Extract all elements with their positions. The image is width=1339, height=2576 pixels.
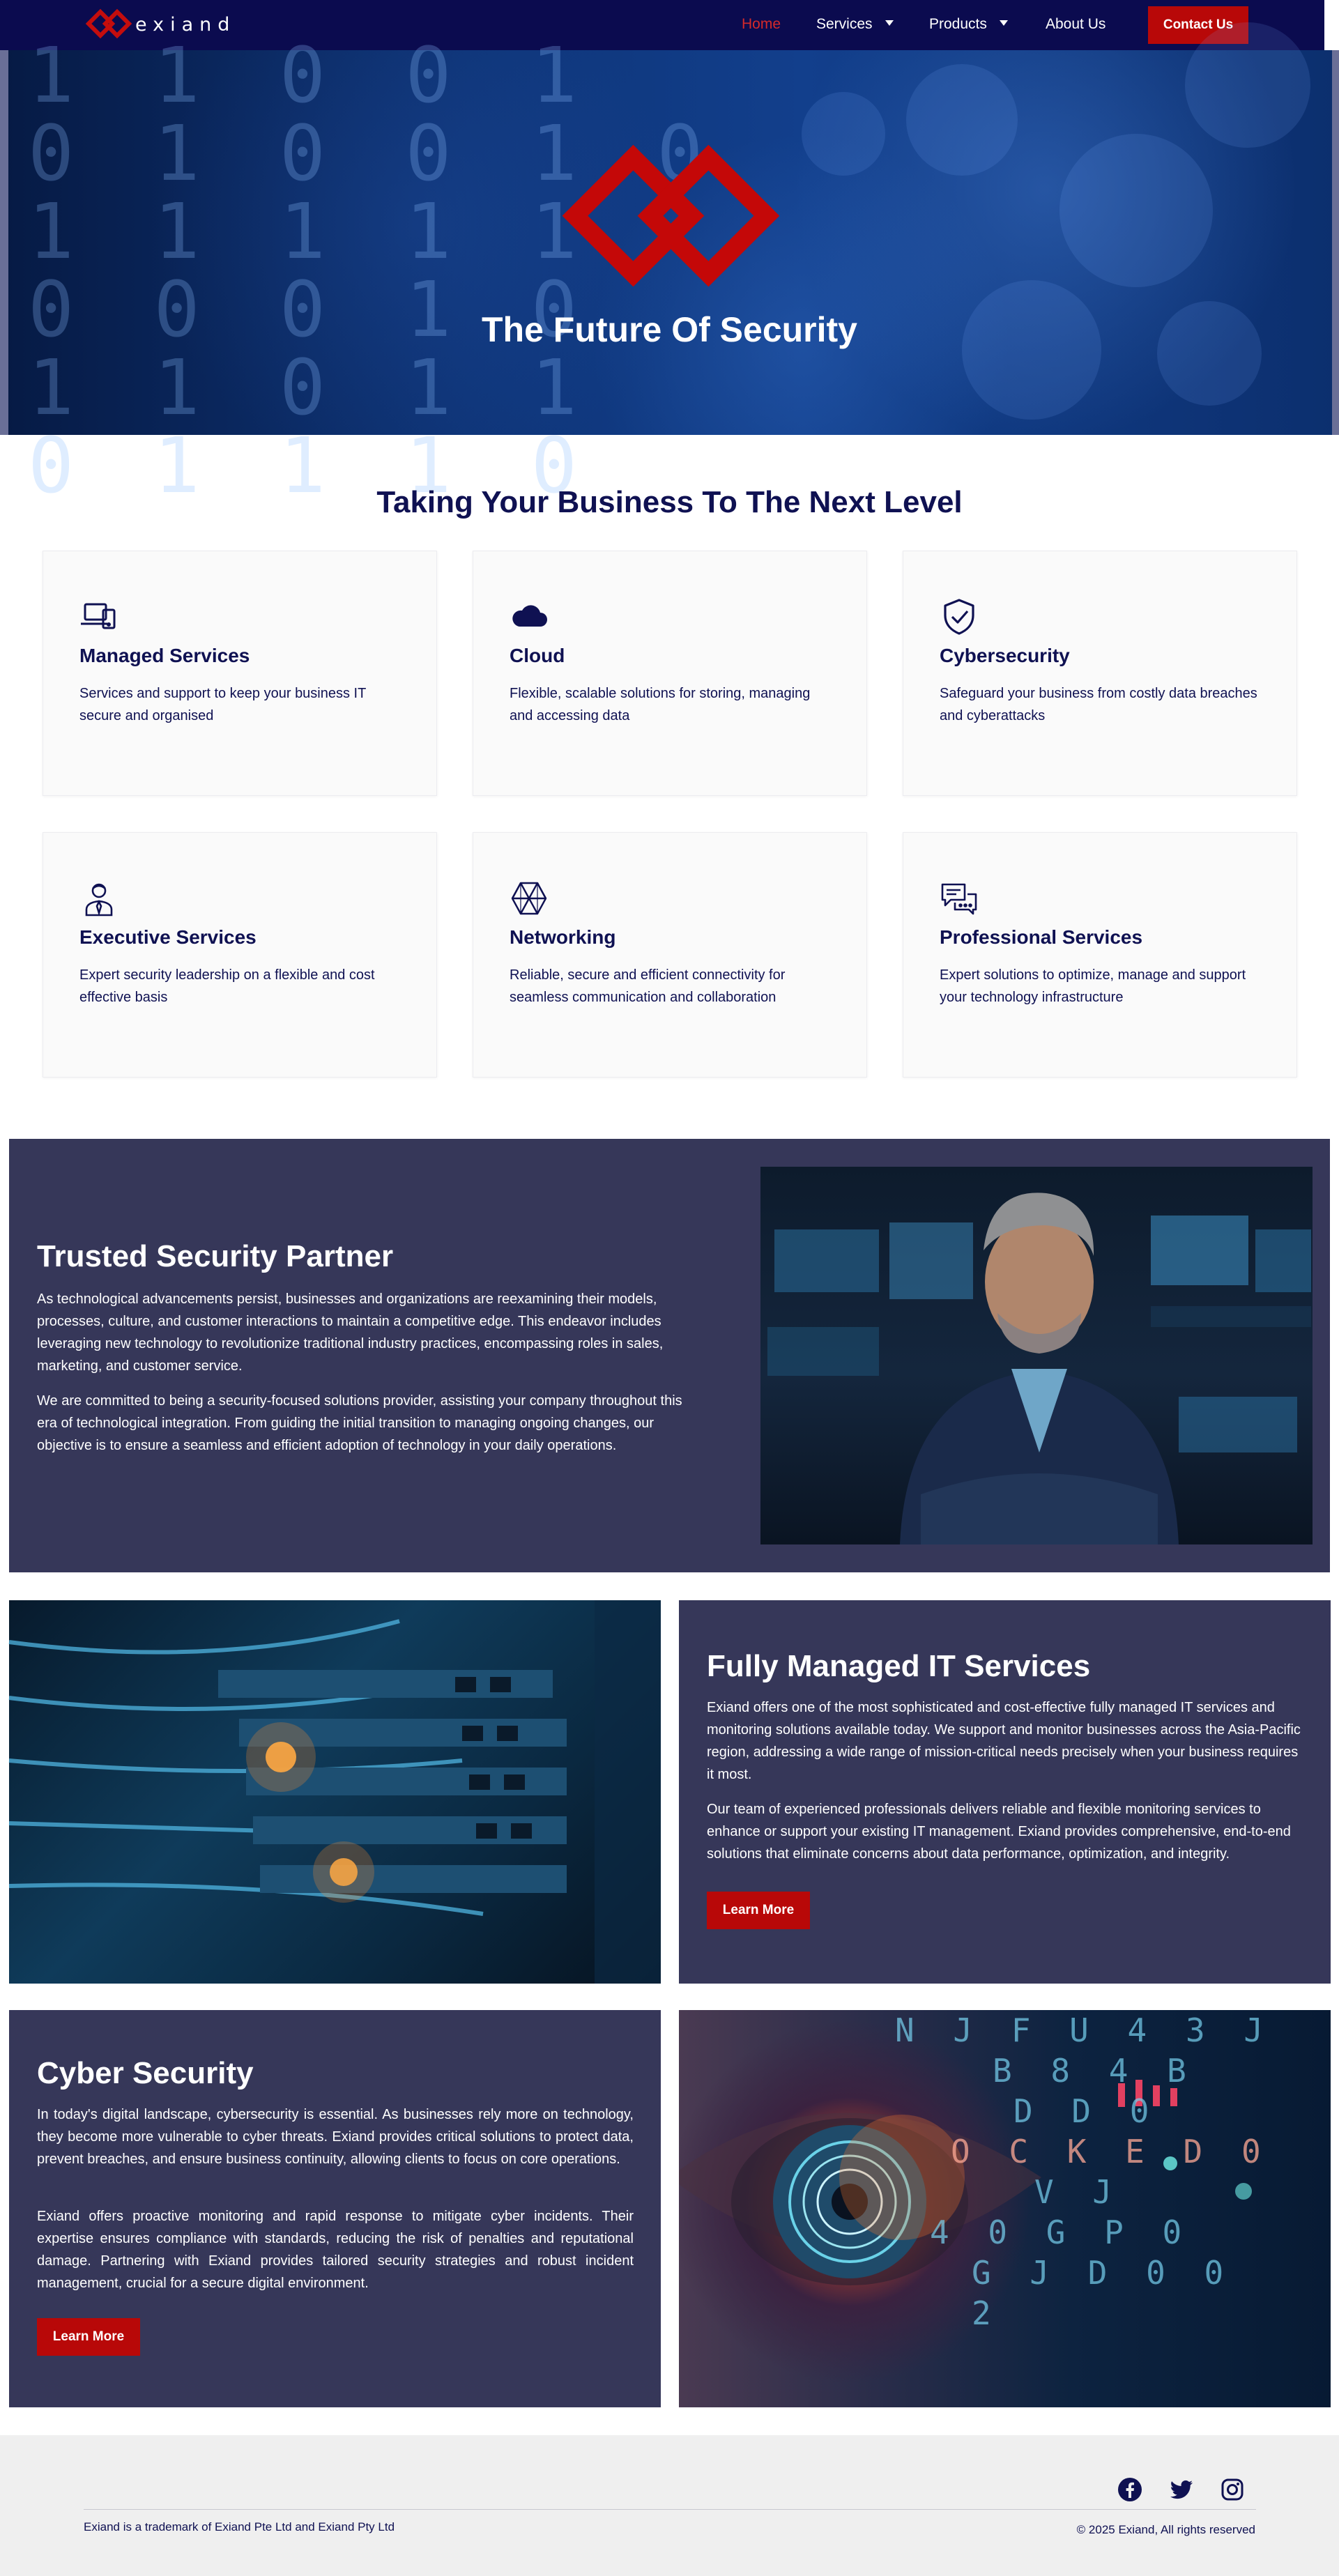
trusted-title: Trusted Security Partner [37, 1239, 394, 1273]
cloud-icon [510, 597, 549, 636]
logo-text: exiand [135, 13, 236, 36]
bokeh-light [802, 92, 885, 176]
chat-icon [940, 879, 979, 918]
card-title: Managed Services [79, 645, 250, 666]
card-desc: Expert security leadership on a flexible and cost effective basis [79, 967, 375, 1005]
trusted-partner-section [9, 1139, 1330, 1572]
photo-illustration [9, 1600, 661, 1984]
managed-it-section [679, 1600, 1331, 1984]
card-title: Cloud [510, 645, 565, 666]
trusted-paragraph-2: We are committed to being a security-focused solutions provider, assisting your company throughout this era of technological integration. From guiding the initial transition to managing ongoing changes, our objective is to ensure a seamless and efficient adoption of technology in your daily operations. [37, 1393, 682, 1453]
bokeh-light [906, 64, 1018, 176]
services-heading: Taking Your Business To The Next Level [376, 485, 963, 519]
nav-products-label: Products [929, 16, 987, 32]
footer-divider [84, 2509, 1256, 2510]
card-desc: Safeguard your business from costly data breaches and cyberattacks [940, 686, 1257, 723]
managed-it-paragraph-1: Exiand offers one of the most sophisticated and cost-effective fully managed IT services and monitoring solutions available today. We support and monitor businesses across the Asia-Pacific region, addressing a wide range of mission-critical needs precisely when your business requires it most. [707, 1700, 1301, 1782]
cyber-security-paragraph-2: Exiand offers proactive monitoring and rapid response to mitigate cyber incidents. Their expertise ensures compliance with standards, reducing the risk of penalties and reputational damage. Partnering with Exiand provides tailored security strategies and robust incident management, crucial for a secure digital environment. [37, 2209, 634, 2291]
service-card-executive[interactable] [43, 832, 437, 1078]
card-desc: Flexible, scalable solutions for storing, managing and accessing data [510, 686, 811, 723]
cyber-security-section [9, 2010, 661, 2407]
bokeh-light [1059, 134, 1213, 287]
bokeh-light [1185, 22, 1310, 148]
card-title: Executive Services [79, 926, 257, 948]
hero-edge [1332, 50, 1339, 435]
managed-it-title: Fully Managed IT Services [707, 1649, 1091, 1683]
managed-it-paragraph-2: Our team of experienced professionals delivers reliable and flexible monitoring services to enhance or support your existing IT management. Exiand provides comprehensive, end-to-end solutions that eliminate concerns about data performance, optimization, and integrity. [707, 1802, 1291, 1862]
chevron-down-icon [885, 20, 894, 26]
hero-edge [0, 50, 8, 435]
trusted-paragraph-1: As technological advancements persist, businesses and organizations are reexamining their models, processes, culture, and customer interactions to maintain a competitive edge. This endeavor includes leveraging new technology to revolutionize traditional industry practices, encompassing roles in sales, marketing, and customer service. [37, 1291, 664, 1374]
hero-logo-mark-icon [558, 141, 782, 293]
card-title: Networking [510, 926, 616, 948]
cyber-security-title: Cyber Security [37, 2056, 254, 2090]
nav-products[interactable] [929, 16, 1008, 33]
footer-copyright: © 2025 Exiand, All rights reserved [1076, 2523, 1255, 2536]
devices-icon [79, 597, 118, 636]
code-line: G J D 0 0 2 [972, 2254, 1234, 2332]
instagram-icon[interactable] [1220, 2477, 1245, 2502]
executive-icon [79, 879, 118, 918]
nav-services[interactable] [816, 16, 894, 33]
contact-us-button[interactable]: Contact Us [1148, 6, 1248, 44]
cyber-eye-photo [679, 2010, 1331, 2407]
service-card-networking[interactable] [473, 832, 867, 1078]
security-professional-photo [760, 1167, 1313, 1544]
card-title: Cybersecurity [940, 645, 1070, 666]
photo-illustration [760, 1167, 1313, 1544]
service-card-managed[interactable] [43, 551, 437, 796]
code-line: N J F U 4 3 J [895, 2011, 1273, 2049]
code-line: 4 0 G P 0 [930, 2214, 1192, 2251]
nav-home[interactable]: Home [742, 16, 781, 32]
card-desc: Reliable, secure and efficient connectivity for seamless communication and collaboration [510, 967, 786, 1005]
card-title: Professional Services [940, 926, 1143, 948]
bokeh-light [962, 280, 1101, 420]
twitter-icon[interactable] [1169, 2477, 1194, 2502]
nav-edge [1324, 0, 1339, 50]
page-footer [0, 2435, 1339, 2576]
shield-check-icon [940, 597, 979, 636]
network-icon [510, 879, 549, 918]
cyber-security-paragraph-1: In today's digital landscape, cybersecurity is essential. As businesses rely more on technology, they become more vulnerable to cyber threats. Exiand provides critical solutions to protect data, prevent breaches, and ensure business continuity, allowing clients to focus on core operations. [37, 2107, 634, 2167]
chevron-down-icon [1000, 20, 1008, 26]
card-desc: Services and support to keep your business IT secure and organised [79, 686, 366, 723]
facebook-icon[interactable] [1117, 2477, 1142, 2502]
code-line: B 8 4 B [993, 2052, 1196, 2090]
service-card-cybersecurity[interactable] [903, 551, 1297, 796]
cyber-code-overlay [895, 2010, 1285, 2333]
code-line: D D 0 [1013, 2092, 1159, 2130]
service-card-cloud[interactable] [473, 551, 867, 796]
code-line: V J [1034, 2173, 1122, 2211]
nav-about[interactable]: About Us [1046, 16, 1106, 32]
hero-title: The Future Of Security [482, 310, 857, 349]
hero-binary-graphic: 1 1 0 0 1 0 1 0 0 1 0 1 1 1 1 1 0 0 0 1 0 1 1 0 1 1 0 1 1 1 0 [28, 31, 720, 510]
managed-it-learn-more-button[interactable]: Learn More [707, 1892, 810, 1929]
footer-trademark: Exiand is a trademark of Exiand Pte Ltd and Exiand Pty Ltd [84, 2520, 395, 2533]
service-card-professional[interactable] [903, 832, 1297, 1078]
code-line: O C K E D 0 [951, 2133, 1271, 2170]
server-rack-photo [9, 1600, 661, 1984]
nav-services-label: Services [816, 16, 873, 32]
cyber-security-learn-more-button[interactable]: Learn More [37, 2318, 140, 2356]
card-desc: Expert solutions to optimize, manage and support your technology infrastructure [940, 967, 1246, 1005]
